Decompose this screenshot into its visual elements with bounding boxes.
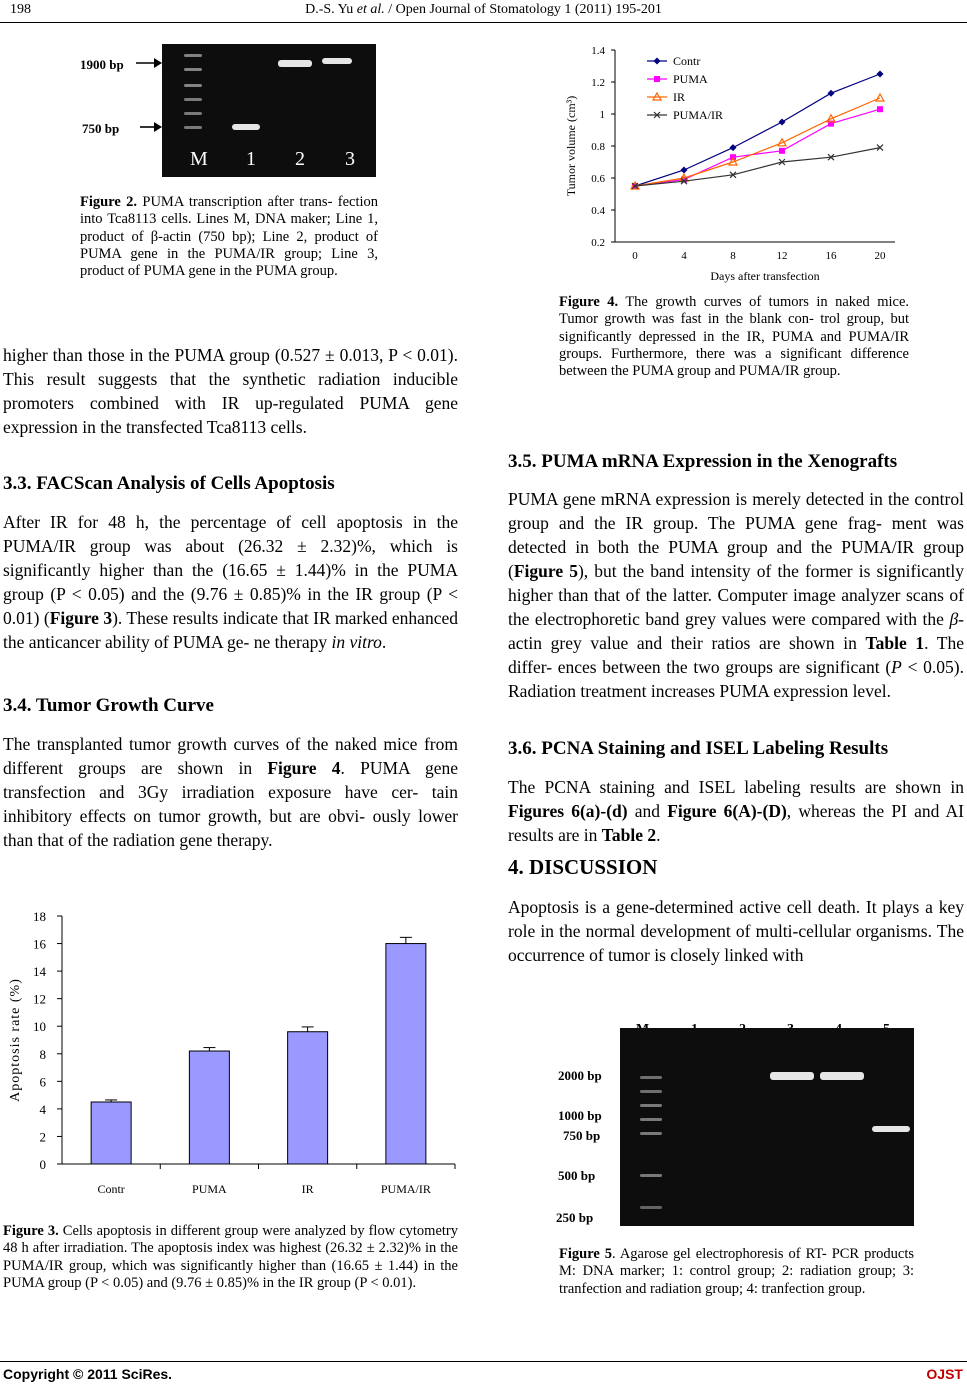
- fig4-y-tick-label: 0.4: [591, 205, 605, 217]
- paragraph-3-6: [508, 775, 964, 847]
- fig4-y-tick-label: 0.6: [591, 173, 605, 185]
- fig3-y-tick-label: 2: [39, 1129, 46, 1145]
- para36-text-c: , whereas the PI and AI results are in: [508, 801, 964, 845]
- para33-text-a: After IR for 48 h, the percentage of cell apoptosis in the PUMA/IR group was about (26.32 ± 2.32)%, which is significantly higher than the (16.65 ± 1.44)% in the PUMA group (P < 0.05) and the (9.76 ± 0.85)% in the IR group (P < 0.01) (: [3, 512, 458, 628]
- paragraph-4: Apoptosis is a gene-determined active cell death. It plays a key role in the normal development of multi-cellular organisms. The occurrence of tumor is closely linked with: [508, 897, 964, 965]
- fig3-y-tick-label: 0: [39, 1157, 46, 1172]
- fig2-marker-750: 750 bp: [82, 121, 120, 136]
- section-3-4-heading: 3.4. Tumor Growth Curve: [3, 695, 214, 716]
- fig5-caption: [559, 1246, 914, 1298]
- fig2-lane-1: 1: [246, 148, 256, 170]
- paragraph-3-3: [3, 510, 458, 654]
- fig3-y-tick-label: 12: [33, 991, 46, 1007]
- fig3-x-tick-label: PUMA: [192, 1182, 227, 1196]
- running-header: [0, 2, 967, 18]
- fig3-y-tick-label: 16: [33, 936, 46, 952]
- para36-figref-1: Figures 6(a)-(d): [508, 801, 628, 821]
- para36-text-b: and: [627, 801, 668, 821]
- fig4-x-tick-label: 12: [776, 250, 788, 262]
- header-rule: [0, 22, 967, 23]
- fig4-series-line: [635, 98, 880, 186]
- fig3-bar: [91, 1102, 131, 1164]
- fig5-gel-image: [620, 1028, 914, 1226]
- para35-text-d: . The differ- ences between the two groups are significant (: [508, 633, 964, 677]
- para35-text-c: -actin grey value and their ratios are shown in: [508, 609, 964, 653]
- para36-figref-2: Figure 6(A)-(D): [667, 801, 787, 821]
- fig5-marker-1000: 1000 bp: [558, 1108, 602, 1123]
- para35-text-e: < 0.05). Radiation treatment increases PUMA expression level.: [508, 657, 964, 701]
- fig4-series-line: [635, 74, 880, 186]
- paragraph-3-5: [508, 487, 964, 703]
- para34-text-a: The transplanted tumor growth curves of the naked mice from different groups are shown in: [3, 734, 458, 778]
- fig3-x-tick-label: IR: [301, 1182, 314, 1196]
- page-number: 198: [10, 2, 31, 17]
- fig2-arrow-1900: [136, 56, 162, 70]
- fig5-marker-250: 250 bp: [556, 1210, 594, 1225]
- para33-italic: in vitro: [331, 632, 382, 652]
- para35-text-a: PUMA gene mRNA expression is merely detected in the control group and the IR group. The PUMA gene frag- ment was detected in both the PUMA group and the PUMA/IR group (: [508, 489, 964, 581]
- paragraph-left-1: higher than those in the PUMA group (0.527 ± 0.013, P < 0.01). This result suggests that the synthetic radiation inducible promoters combined with IR up-regulated PUMA gene expression in the transfected Tca8113 cells.: [3, 345, 458, 437]
- fig2-lane-3: 3: [345, 148, 355, 170]
- fig3-y-axis-label: Apoptosis rate (%): [8, 978, 23, 1102]
- header-etal: et al.: [356, 2, 385, 17]
- fig4-data-point: [730, 144, 737, 151]
- fig4-legend-marker: [654, 58, 661, 65]
- fig4-line-chart: [555, 36, 915, 286]
- fig4-y-tick-label: 0.8: [591, 141, 605, 153]
- para34-text-b: . PUMA gene transfection and 3Gy irradiation exposure have cer- tain inhibitory effects on tumor growth, but are obvi- ously lower than that of the radiation gene therapy.: [3, 758, 458, 850]
- fig2-marker-1900: 1900 bp: [80, 57, 124, 72]
- fig3-caption: [3, 1223, 458, 1292]
- para35-tableref: Table 1: [865, 633, 925, 653]
- fig3-caption-text: Cells apoptosis in different group were analyzed by flow cytometry 48 h after irradiation. The apoptosis index was highest (26.32 ± 2.32)% in the PUMA/IR group, which was significantly higher than (16.65 ± 1.44) in the PUMA group (P < 0.05) and (9.76 ± 0.85)% in the IR group (P < 0.01).: [3, 1223, 459, 1291]
- fig4-data-point: [828, 90, 835, 97]
- fig4-x-tick-label: 16: [825, 250, 837, 262]
- fig4-y-tick-label: 1.2: [591, 77, 605, 89]
- fig4-x-tick-label: 4: [681, 250, 687, 262]
- fig2-gel-image: [162, 44, 376, 177]
- fig4-caption-text: The growth curves of tumors in naked mice. Tumor growth was fast in the blank con- trol group, but significantly depressed in the IR, PUMA and PUMA/IR groups. Furthermore, there was a significant difference between the PUMA group and PUMA/IR group.: [559, 294, 910, 380]
- fig2-lane-2: 2: [295, 148, 305, 170]
- fig2-lane-m: M: [190, 148, 208, 170]
- fig3-x-tick-label: Contr: [97, 1182, 125, 1196]
- para35-pvalue: P: [891, 657, 902, 677]
- fig4-caption: [559, 294, 909, 380]
- header-journal: / Open Journal of Stomatology 1 (2011) 195-201: [384, 2, 662, 17]
- fig3-caption-label: Figure 3.: [3, 1223, 59, 1239]
- para33-text-b: ). These results indicate that IR marked enhanced the anticancer ability of PUMA ge- ne therapy: [3, 608, 458, 652]
- fig4-x-axis-label: Days after transfection: [710, 269, 820, 283]
- fig2-caption-label: Figure 2.: [80, 194, 138, 210]
- fig4-x-tick-label: 8: [730, 250, 736, 262]
- fig3-bar: [288, 1032, 328, 1164]
- fig4-x-tick-label: 20: [874, 250, 886, 262]
- fig4-legend-label: PUMA/IR: [673, 108, 724, 122]
- header-authors: D.-S. Yu: [305, 2, 357, 17]
- para36-text-d: .: [656, 825, 661, 845]
- footer-journal: OJST: [926, 1366, 963, 1382]
- para33-figref: Figure 3: [49, 608, 113, 628]
- fig3-y-tick-label: 6: [39, 1074, 46, 1090]
- fig3-y-tick-label: 14: [33, 964, 46, 980]
- section-3-3-heading: 3.3. FACScan Analysis of Cells Apoptosis: [3, 473, 335, 494]
- fig4-legend-marker: [654, 76, 660, 82]
- section-3-5-heading: 3.5. PUMA mRNA Expression in the Xenografts: [508, 451, 898, 472]
- fig3-bar-chart: [0, 900, 470, 1210]
- fig4-data-point: [779, 148, 785, 154]
- fig3-bar: [386, 944, 426, 1164]
- fig3-bar: [189, 1051, 229, 1164]
- section-4-heading: 4. DISCUSSION: [508, 855, 658, 879]
- fig4-data-point: [876, 94, 884, 101]
- fig5-marker-750: 750 bp: [563, 1128, 601, 1143]
- para36-text-a: The PCNA staining and ISEL labeling results are shown in: [508, 777, 964, 797]
- fig4-caption-label: Figure 4.: [559, 294, 619, 310]
- fig4-legend-label: PUMA: [673, 72, 708, 86]
- fig4-data-point: [877, 71, 884, 78]
- fig4-y-tick-label: 1: [599, 109, 605, 121]
- fig5-marker-2000: 2000 bp: [558, 1068, 602, 1083]
- fig4-data-point: [877, 106, 883, 112]
- fig3-x-tick-label: PUMA/IR: [380, 1182, 431, 1196]
- paragraph-3-4: [3, 732, 458, 852]
- fig4-y-tick-label: 1.4: [591, 45, 605, 57]
- fig3-y-tick-label: 8: [39, 1046, 46, 1062]
- fig3-y-tick-label: 10: [33, 1019, 46, 1035]
- para36-tableref: Table 2: [601, 825, 657, 845]
- para35-text-b: ), but the band intensity of the former is significantly higher than that of the latter. Computer image analyzer scans of the electrophoretic band grey values were compared with the: [508, 561, 964, 629]
- fig4-legend-label: Contr: [673, 54, 701, 68]
- fig2-caption-text: PUMA transcription after trans- fection into Tca8113 cells. Lines M, DNA maker; Line 1, product of β-actin (750 bp); Line 2, product of PUMA gene in the PUMA/IR group; Line 3, product of PUMA gene in the PUMA group.: [80, 194, 379, 280]
- para35-beta: β: [949, 609, 959, 629]
- fig4-data-point: [779, 119, 786, 126]
- fig5-marker-500: 500 bp: [558, 1168, 596, 1183]
- section-3-6-heading: 3.6. PCNA Staining and ISEL Labeling Results: [508, 738, 889, 759]
- footer-copyright: Copyright © 2011 SciRes.: [3, 1366, 173, 1382]
- fig4-x-tick-label: 0: [632, 250, 638, 262]
- fig4-data-point: [681, 167, 688, 174]
- fig5-caption-text: . Agarose gel electrophoresis of RT- PCR products M: DNA marker; 1: control group; 2: radiation group; 3: tranfection and radiation group; 4: tranfection group.: [559, 1246, 915, 1297]
- para33-text-c: .: [381, 632, 387, 652]
- fig4-legend-label: IR: [673, 90, 685, 104]
- fig3-y-tick-label: 4: [39, 1101, 46, 1117]
- para35-figref: Figure 5: [513, 561, 578, 581]
- footer-rule: [0, 1361, 967, 1362]
- fig3-y-tick-label: 18: [33, 909, 46, 924]
- fig4-y-axis-label: Tumor volume (cm³): [564, 95, 578, 197]
- fig5-caption-label: Figure 5: [559, 1246, 613, 1262]
- fig2-caption: [80, 194, 378, 280]
- para34-figref: Figure 4: [267, 758, 341, 778]
- fig4-y-tick-label: 0.2: [591, 237, 605, 249]
- fig2-arrow-750: [140, 120, 162, 134]
